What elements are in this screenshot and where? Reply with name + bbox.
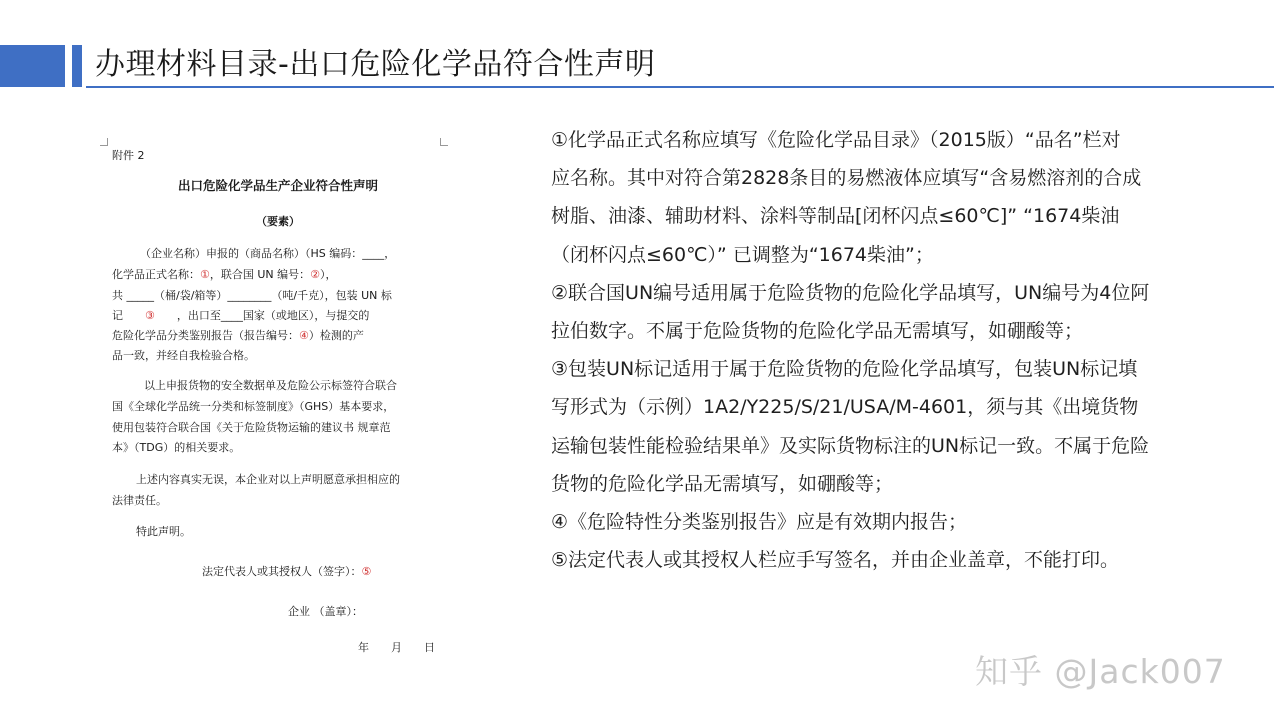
para1-line2 <box>112 267 337 283</box>
para1-line4 <box>112 308 369 324</box>
text-segment: ，联合国 UN 编号： <box>209 268 311 281</box>
header-accent-bar <box>0 45 65 87</box>
para4: 特此声明。 <box>136 525 191 538</box>
text-segment: 记 <box>112 309 123 322</box>
note-line: ③包装UN标记适用于属于危险货物的危险化学品填写，包装UN标记填 <box>551 358 1138 381</box>
para1-line6: 品一致，并经自我检验合格。 <box>112 349 255 362</box>
text-segment: ）检测的产 <box>308 329 364 342</box>
note-line: 货物的危险化学品无需填写，如硼酸等； <box>551 472 894 495</box>
note-line: ⑤法定代表人或其授权人栏应手写签名，并由企业盖章，不能打印。 <box>551 549 1120 572</box>
para3-line2: 法律责任。 <box>112 494 167 507</box>
note-line: （闭杯闪点≤60℃）” 已调整为“1674柴油”； <box>551 243 934 266</box>
para2-line1: 以上申报货物的安全数据单及危险公示标签符合联合 <box>144 379 397 392</box>
company-seal-line: 企业 （盖章）： <box>288 605 363 618</box>
text-segment: ）， <box>320 268 337 281</box>
marker-1: ① <box>200 268 210 281</box>
note-line: 写形式为（示例）1A2/Y225/S/21/USA/M-4601，须与其《出境货物 <box>551 396 1139 419</box>
header-underline <box>86 86 1274 88</box>
text-segment: 危险化学品分类鉴别报告（报告编号： <box>112 329 299 342</box>
marker-5: ⑤ <box>361 565 372 578</box>
page-corner-mark <box>100 138 108 146</box>
date-line: 年 月 日 <box>358 641 435 654</box>
note-line: ④《危险特性分类鉴别报告》应是有效期内报告； <box>551 511 968 534</box>
marker-4: ④ <box>299 329 309 342</box>
document-title: 出口危险化学品生产企业符合性声明 <box>177 178 378 193</box>
page-corner-mark <box>440 138 448 146</box>
watermark: 知乎 @Jack007 <box>975 652 1226 691</box>
notes-panel <box>551 121 1241 579</box>
para2-line3: 使用包装符合联合国《关于危险货物运输的建议书 规章范 <box>112 421 391 434</box>
note-line: 树脂、油漆、辅助材料、涂料等制品[闭杯闪点≤60℃]” “1674柴油 <box>551 205 1120 228</box>
para2-line2: 国《全球化学品统一分类和标签制度》（GHS）基本要求， <box>112 400 395 413</box>
note-line: ①化学品正式名称应填写《危险化学品目录》（2015版）“品名”栏对 <box>551 129 1121 151</box>
para1-line1: （企业名称）申报的（商品名称）（HS 编码：____， <box>140 247 396 260</box>
note-line: 运输包装性能检验结果单》及实际货物标注的UN标记一致。不属于危险 <box>551 434 1150 457</box>
declaration-document <box>98 132 458 672</box>
marker-3: ③ <box>145 309 155 322</box>
text-segment: ，出口至____国家（或地区），与提交的 <box>176 309 370 322</box>
para1-line3: 共 _____（桶/袋/箱等）________（吨/千克），包装 UN 标 <box>112 289 392 302</box>
para2-line4: 本》（TDG）的相关要求。 <box>112 441 241 454</box>
para1-line5 <box>112 328 364 344</box>
page-title: 办理材料目录-出口危险化学品符合性声明 <box>95 47 656 82</box>
para3-line1: 上述内容真实无误，本企业对以上声明愿意承担相应的 <box>136 473 400 486</box>
signature-label: 法定代表人或其授权人（签字）： <box>202 565 362 578</box>
signature-line <box>202 564 371 580</box>
attachment-label: 附件 2 <box>112 149 145 162</box>
text-segment: 化学品正式名称： <box>112 268 200 281</box>
note-line: ②联合国UN编号适用属于危险货物的危险化学品填写，UN编号为4位阿 <box>551 281 1150 304</box>
document-subtitle: （要素） <box>256 215 300 228</box>
note-line: 应名称。其中对符合第2828条目的易燃液体应填写“含易燃溶剂的合成 <box>551 167 1142 190</box>
note-line: 拉伯数字。不属于危险货物的危险化学品无需填写，如硼酸等； <box>551 320 1084 343</box>
header-accent-tick <box>72 45 82 87</box>
marker-2: ② <box>310 268 321 281</box>
